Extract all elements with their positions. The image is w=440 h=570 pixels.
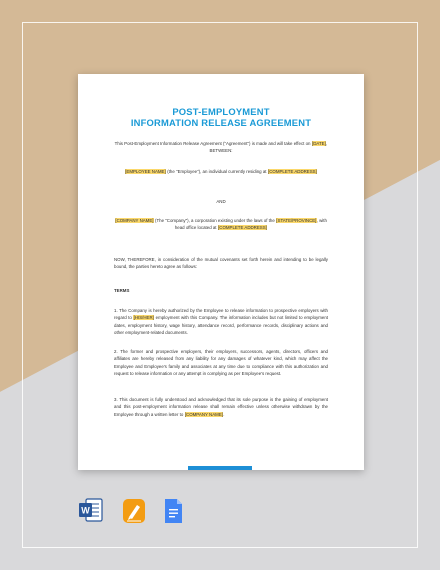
term-3-text-b: . (223, 411, 225, 417)
his-her-field: [HIS/HER] (133, 315, 154, 321)
date-field: [DATE] (311, 141, 326, 146)
google-docs-icon[interactable] (160, 497, 186, 525)
term-3-text-a: 3. This document is fully understood and acknowledged that its sole purpose is the gaining of employment and this post-employment information release shall remain effective unless otherwise withdrawn by the Employee through a written letter to (114, 397, 328, 417)
employee-name-field: [EMPLOYEE NAME] (125, 169, 166, 174)
term-1-text-b: employment with this Company. The information includes but not limited to employment dates, employment history, wage history, attendance record, performance records, disciplinary actions and other employment-related documents. (114, 315, 328, 336)
document-title-line1: POST-EMPLOYMENT (172, 106, 270, 117)
word-icon[interactable] (78, 497, 104, 525)
and-text: AND (216, 199, 226, 204)
document-preview[interactable] (78, 74, 364, 470)
employee-paragraph (114, 168, 328, 175)
intro-text: This Post-Employment Information Release Agreement ("Agreement") is made and will take effect on (114, 141, 312, 146)
employee-text: (the "Employee"), an individual currently residing at (166, 169, 268, 174)
intro-paragraph (114, 140, 328, 155)
term-3-paragraph (114, 396, 328, 418)
term-3-company-name-field: [COMPANY NAME] (184, 411, 223, 417)
page-accent-bar (188, 466, 252, 470)
word-letter: W (81, 505, 90, 516)
employee-address-field: [COMPLETE ADDRESS] (268, 169, 317, 174)
term-2-paragraph: 2. The former and prospective employers, their employers, successors, agents, directors, officers and affiliates are hereby released from any liability for any damages of whatever kind, which may affect the Employee and Employee's family and associates at any time due to compliance with this authorization and request to release information or any attempt in complying as per Employee's request. (114, 349, 328, 377)
company-text-2: , with head office located at (174, 218, 327, 231)
document-title-line2: INFORMATION RELEASE AGREEMENT (130, 117, 312, 128)
company-text: (The "Company"), a corporation existing under the laws of the (153, 218, 276, 223)
state-field: [STATE/PROVINCE] (276, 218, 317, 223)
now-therefore-paragraph: NOW, THEREFORE, in consideration of the mutual covenants set forth herein and intending to be legally bound, the parties hereto agree as follows: (114, 257, 328, 270)
terms-heading: TERMS (114, 288, 130, 293)
company-paragraph (114, 217, 328, 232)
company-address-field: [COMPLETE ADDRESS] (218, 225, 267, 231)
pages-icon[interactable] (121, 497, 147, 525)
intro-tail: , BETWEEN: (209, 141, 328, 154)
term-1-paragraph (114, 307, 328, 337)
company-name-field: [COMPANY NAME] (115, 218, 154, 223)
term-1-text-a: 1. The Company is hereby authorized by the Employee to release information to prospective employers with regard to (114, 308, 328, 321)
